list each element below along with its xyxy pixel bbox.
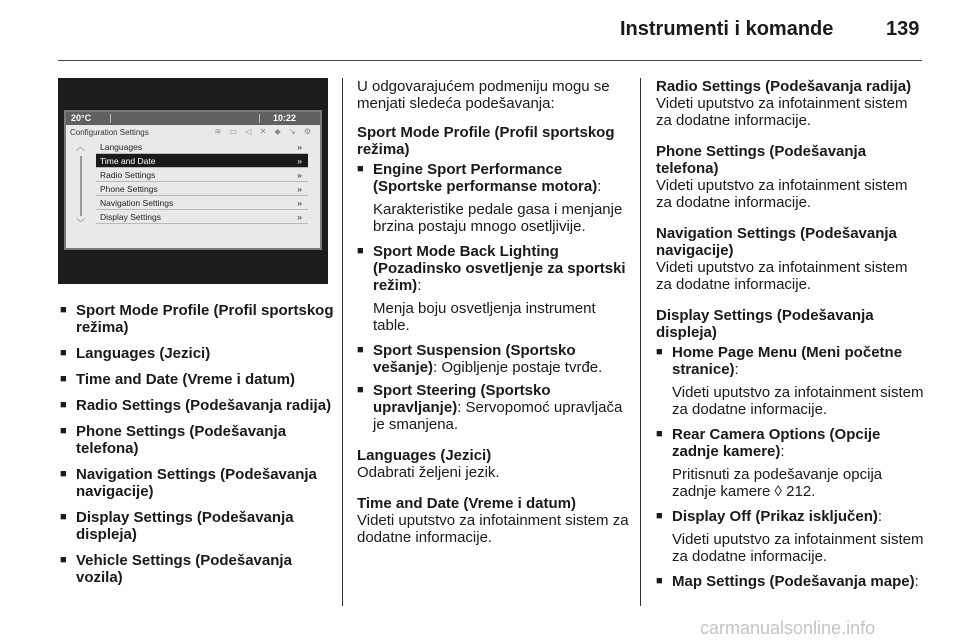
section [656, 78, 926, 129]
chevron-right-icon: » [297, 142, 302, 152]
list-item: ■ Navigation Settings (Podešavanja navigacije) [60, 466, 335, 500]
settings-bullet-list [60, 302, 335, 595]
menu-item-label: Radio Settings [100, 170, 156, 180]
menu-item-label: Navigation Settings [100, 198, 174, 208]
chevron-right-icon: » [297, 156, 302, 166]
option-label: Sport Suspension (Sportsko vešanje) [373, 342, 576, 376]
screen-temperature: 20°C [71, 113, 92, 123]
section [357, 447, 632, 481]
section [656, 225, 926, 293]
section-heading: Languages (Jezici) [357, 447, 492, 464]
list-item: ■ Radio Settings (Podešavanja radija) [60, 397, 335, 414]
option-colon: : [914, 573, 919, 590]
intro-paragraph: U odgovarajućem podmeniju mogu se menjati sledeća podešavanja: [357, 78, 610, 112]
option-item [357, 243, 632, 294]
option-description: Videti uputstvo za infotainment sistem za dodatne informacije. [672, 384, 924, 418]
section-heading: Navigation Settings (Podešavanja navigacije) [656, 225, 897, 259]
screen-status-icons: ≋ ▭ ◁ ✕ ◆ ↘ ⚙ [214, 127, 314, 136]
option-colon: : [597, 178, 602, 195]
option-label: Sport Mode Back Lighting (Pozadinsko osvetljenje za sportski režim) [373, 243, 626, 294]
menu-item-label: Languages [100, 142, 143, 152]
option-colon: : [734, 361, 739, 378]
chevron-right-icon: » [297, 170, 302, 180]
section-heading: Display Settings (Podešavanja displeja) [656, 307, 874, 341]
column-divider [640, 78, 641, 606]
section-heading: Radio Settings (Podešavanja radija) [656, 78, 912, 95]
right-column [656, 78, 926, 596]
option-item [357, 382, 632, 433]
list-item: ■ Sport Mode Profile (Profil sportskog režima) [60, 302, 335, 336]
option-item [656, 426, 926, 460]
menu-item-phone-settings[interactable] [96, 182, 308, 196]
page-number: 139 [886, 18, 920, 40]
list-item: ■ Phone Settings (Podešavanja telefona) [60, 423, 335, 457]
option-colon: : [877, 508, 883, 525]
scroll-down-icon[interactable]: ﹀ [76, 218, 86, 228]
status-separator [259, 114, 260, 123]
section-text: Videti uputstvo za infotainment sistem za dodatne informacije. [357, 512, 629, 546]
option-description: Karakteristike pedale gasa i menjanje brzina postaju mnogo osetljivije. [373, 201, 623, 235]
chevron-right-icon: » [297, 184, 302, 194]
option-label: Rear Camera Options (Opcije zadnje kamere) [672, 426, 881, 460]
option-colon: : [417, 277, 422, 294]
middle-column [357, 78, 632, 560]
watermark: carmanualsonline.info [700, 618, 876, 638]
section-heading: Sport Mode Profile (Profil sportskog režima) [357, 124, 615, 158]
menu-item-label: Phone Settings [100, 184, 158, 194]
column-divider [342, 78, 343, 606]
screen-status-bar [66, 112, 320, 125]
option-text: : Ogibljenje postaje tvrđe. [433, 359, 603, 376]
menu-item-label: Display Settings [100, 212, 161, 222]
settings-menu [96, 140, 308, 224]
section-heading: Time and Date (Vreme i datum) [357, 495, 576, 512]
status-separator [110, 114, 111, 123]
section [656, 143, 926, 211]
screen-title: Configuration Settings [70, 128, 149, 137]
section-text: Videti uputstvo za infotainment sistem za dodatne informacije. [656, 177, 908, 211]
menu-item-time-and-date[interactable] [96, 154, 308, 168]
section [357, 495, 632, 546]
page-header-title: Instrumenti i komande [620, 18, 834, 40]
chevron-right-icon: » [297, 198, 302, 208]
menu-item-languages[interactable] [96, 140, 308, 154]
option-item [357, 342, 632, 376]
option-label: Display Off (Prikaz isključen) [672, 508, 878, 525]
option-item [656, 508, 926, 525]
infotainment-screen [64, 110, 322, 250]
option-label: Sport Steering (Sportsko upravljanje) [373, 382, 551, 416]
list-item: ■ Languages (Jezici) [60, 345, 335, 362]
section-text: Videti uputstvo za infotainment sistem za dodatne informacije. [656, 95, 908, 129]
option-item [656, 344, 926, 378]
menu-item-label: Time and Date [100, 156, 156, 166]
option-description: Menja boju osvetljenja instrument table. [373, 300, 596, 334]
screen-clock: 10:22 [272, 113, 296, 123]
option-item [656, 573, 926, 590]
option-description: Videti uputstvo za infotainment sistem za dodatne informacije. [672, 531, 924, 565]
section-heading: Phone Settings (Podešavanja telefona) [656, 143, 867, 177]
option-description: Pritisnuti za podešavanje opcija zadnje kamere ◊ 212. [672, 466, 883, 500]
chevron-right-icon: » [297, 212, 302, 222]
menu-item-navigation-settings[interactable] [96, 196, 308, 210]
scroll-up-icon[interactable]: ︿ [76, 142, 86, 152]
menu-item-display-settings[interactable] [96, 210, 308, 224]
option-label: Map Settings (Podešavanja mape) [672, 573, 915, 590]
header-rule [58, 60, 922, 61]
list-item: ■ Display Settings (Podešavanja displeja) [60, 509, 335, 543]
option-item [357, 161, 632, 195]
scroll-track[interactable] [80, 156, 82, 216]
menu-item-radio-settings[interactable] [96, 168, 308, 182]
section-text: Odabrati željeni jezik. [357, 464, 500, 481]
section-text: Videti uputstvo za infotainment sistem za dodatne informacije. [656, 259, 908, 293]
list-item: ■ Vehicle Settings (Podešavanja vozila) [60, 552, 335, 586]
list-item: ■ Time and Date (Vreme i datum) [60, 371, 335, 388]
option-colon: : [780, 443, 785, 460]
option-text: : Servopomoć upravljača je smanjena. [373, 399, 623, 433]
option-label: Engine Sport Performance (Sportske performanse motora) [373, 161, 598, 195]
option-label: Home Page Menu (Meni početne stranice) [672, 344, 903, 378]
